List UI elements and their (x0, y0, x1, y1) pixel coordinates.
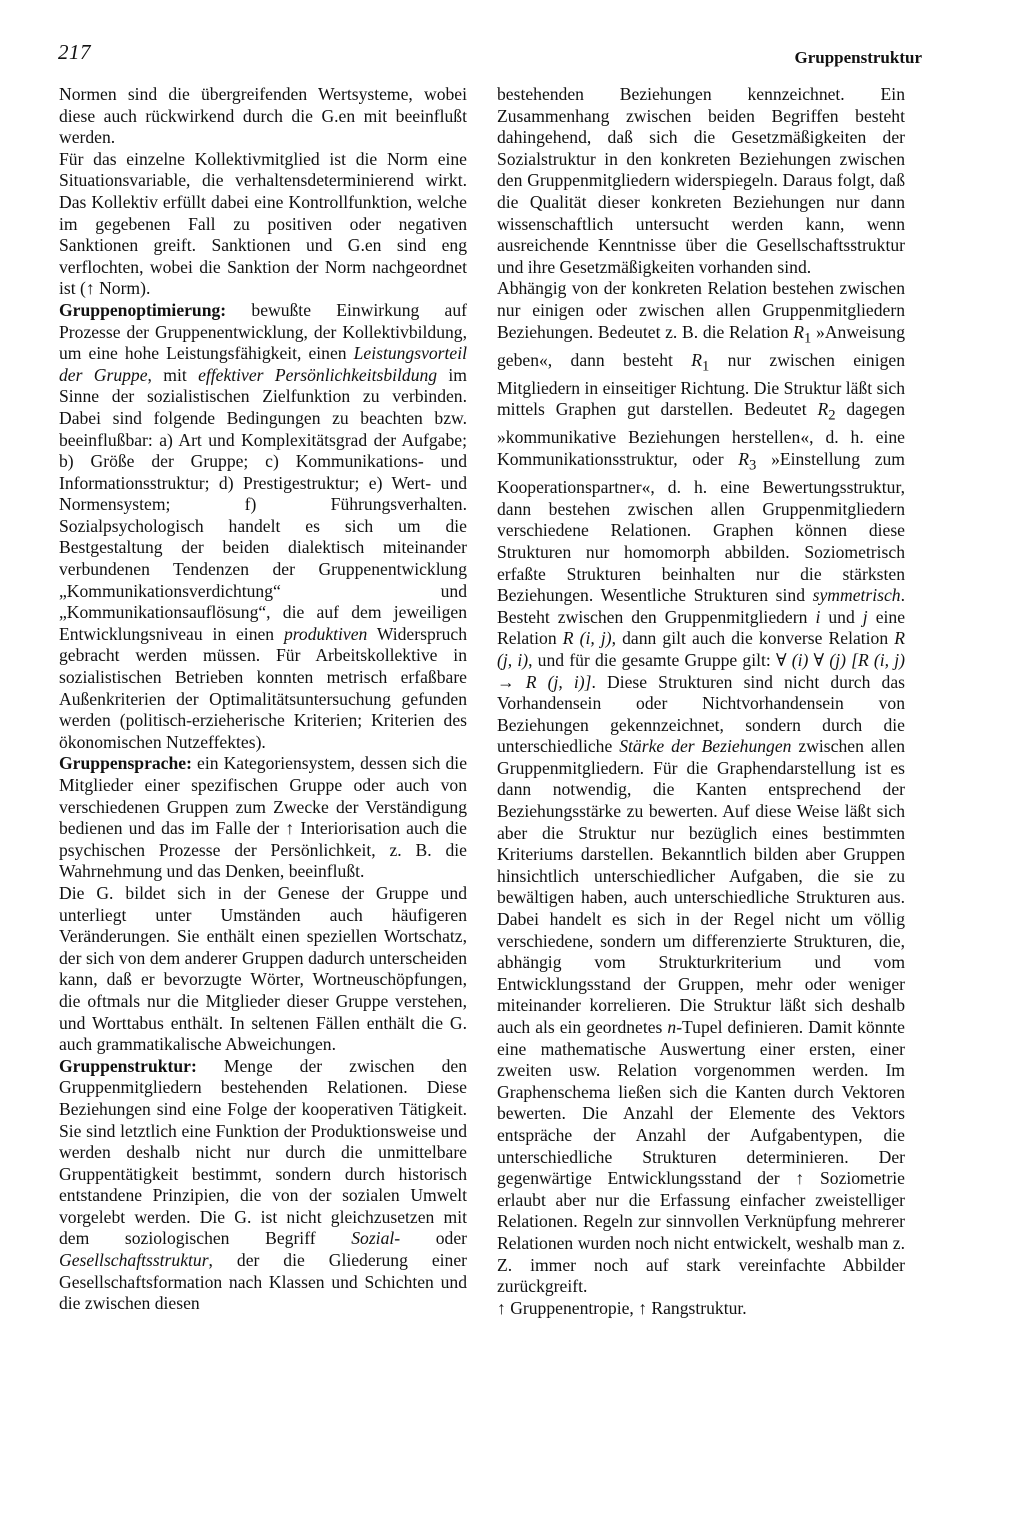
entry-text: -Tupel definieren. Damit könnte eine mathematische Auswertung einer ersten, einer zweiten usw. Relation vorgenommen werden. Im Graphenschema ließen sich die Kanten durch Vektoren bewerten. Die Anzahl der Elemente des Vektors entspräche der Anzahl der Aufgabentypen, die unterschiedliche Strukturen determinieren. Der gegenwärtige Entwicklungsstand der ↑ Soziometrie erlaubt aber nur die Erfassung einfacher zweistelliger Relationen. Regeln zur sinnvollen Verknüpfung mehrerer Relationen wurden noch nicht entwickelt, weshalb man z. Z. immer noch auf stark vereinfachte Abbilder zurückgreift. (497, 1017, 905, 1297)
entry-text: bewußte Einwirkung auf Prozesse der Gruppenentwicklung, der Kollektivbildung, um eine hohe Leistungsfähigkeit, einen (59, 299, 467, 364)
page-number: 217 (58, 40, 91, 64)
entry-text: Widerspruch gebracht werden müssen. Für Arbeitskollektive in sozialistischen Betrieben konnten metrisch erfaßbare Außenkriterien der Optimalitätsuntersuchung gefunden werden (politisch-erzieherische Kriterien; Kriterien des ökonomischen Nutzeffektes). (59, 623, 467, 752)
entry-text: im Sinne der sozialistischen Zielfunktion zu verbinden. Dabei sind folgende Bedingungen zu beachten bzw. beeinflußbar: a) Art und Komplexitätsgrad der Aufgabe; b) Größe der Gruppe; c) Kommunikations- und Informationsstruktur; d) Prestigestruktur; e) Wert- und Normensystem; f) Führungsverhalten. Sozialpsychologisch handelt es sich um die Bestgestaltung der beiden dialektisch miteinander verbundenen Tendenzen der Gruppenentwicklung „Kommunikationsverdichtung“ und „Kommunikationsauflösung“, die auf dem jeweiligen Entwicklungsniveau in einen (59, 364, 467, 644)
headword-gruppensprache: Gruppensprache: (59, 753, 192, 774)
relation-symbol: R (738, 449, 750, 470)
headword-gruppenstruktur: Gruppenstruktur: (59, 1055, 197, 1076)
relation-symbol: R (691, 349, 702, 370)
italic-term: Stärke der Beziehungen (619, 736, 792, 757)
entry-text: Abhängig von der konkreten Relation bestehen zwischen nur einigen oder zwischen allen Gruppenmitgliedern Beziehungen. Bedeutet z. B. die Relation (497, 278, 905, 342)
entry-text: Menge der zwischen den Gruppenmitgliedern bestehenden Relationen. Diese Beziehungen sind eine Folge der kooperativen Tätigkeit. Sie sind letztlich eine Funktion der Produktionsweise und werden deshalb nicht nur durch die unmittelbare Gruppentätigkeit bestimmt, sondern durch historisch entstandene Prinzipien, die von der sozialen Umwelt vorgelebt werden. Die G. ist nicht gleichzusetzen mit dem soziologischen Begriff (59, 1055, 467, 1249)
entry-text: oder (400, 1228, 467, 1249)
norm-paragraph-2: Für das einzelne Kollektivmitglied ist die Norm eine Situationsvariable, die verhaltensdeterminierend wirkt. Das Kollektiv erfüllt dabei eine Kontrollfunktion, welche im gegebenen Fall zu positiven oder negativen Sanktionen greift. Sanktionen und G.en sind eng verflochten, wobei die Sanktion der Norm nachgeordnet ist (↑ Norm). (59, 148, 467, 299)
entry-gruppensprache (59, 753, 467, 883)
italic-term: Leistungsvorteil der Gruppe (59, 343, 467, 385)
entry-text: »Anweisung geben«, dann besteht (497, 321, 905, 370)
entry-text: dagegen »kommunikative Beziehungen herstellen«, d. h. eine Kommunikationsstruktur, oder (497, 399, 905, 470)
entry-text: ein Kategoriensystem, dessen sich die Mitglieder einer spezifischen Gruppe oder auch von verschiedenen Gruppen zum Zwecke der Verständigung bedienen und das im Falle der ↑ Interiorisation auch die psychischen Prozesse der Persönlichkeit, z. B. die Wahrnehmung und das Denken, beeinflußt. (59, 753, 467, 882)
entry-text: , und für die gesamte Gruppe gilt: (528, 649, 776, 670)
entry-text: und (820, 606, 863, 627)
italic-term: n (667, 1017, 677, 1037)
entry-text: . Besteht zwischen den Gruppenmitgliedern (497, 585, 905, 627)
formula: ∀ (i) ∀ (j) [R (i, j) → R (j, i)] (497, 649, 906, 692)
right-column (497, 84, 905, 1319)
relation-index: 1 (804, 330, 812, 347)
italic-term: Sozial- (351, 1228, 401, 1249)
italic-term: produktiven (283, 623, 368, 644)
relations-paragraph (497, 278, 905, 1297)
relation-index: 2 (828, 407, 836, 424)
norm-paragraph-1: Normen sind die übergreifenden Wertsysteme, wobei diese auch rückwirkend durch die G.en mit beeinflußt werden. (59, 84, 467, 148)
entry-text: eine Relation (497, 606, 906, 649)
italic-term: i (815, 606, 821, 627)
relation-index: 3 (749, 457, 757, 474)
italic-term: effektiver Persönlichkeitsbildung (198, 364, 438, 385)
entry-text: zwischen allen Gruppenmitgliedern. Für die Graphendarstellung ist es dann notwendig, die Kanten entsprechend der Beziehungsstärke zu bewerten. Auf diese Weise läßt sich aber die Struktur nur bezüglich eines bestimmten Kriteriums darstellen. Bekanntlich bilden aber Gruppen hinsichtlich unterschiedlicher Aufgaben, die sie zu bewältigen haben, auch unterschiedliche Strukturen aus. Dabei handelt es sich in der Regel nicht um völlig verschiedene, sondern um differenzierte Strukturen, die, abhängig vom Strukturkriterium und vom Entwicklungsstand der Gruppen, mehr oder weniger miteinander korrelieren. Die Struktur läßt sich deshalb auch als ein geordnetes (497, 736, 906, 1037)
entry-gruppenstruktur (59, 1056, 467, 1315)
entry-gruppenoptimierung (59, 300, 467, 753)
entry-text: »Einstellung zum Kooperationspartner«, d. h. eine Bewertungsstruktur, dann bestehen zwischen allen Gruppenmitgliedern verschiedene Relationen. Graphen können diese Strukturen nur homomorph abbilden. Soziometrisch erfaßte Strukturen beinhalten nur die stärksten Beziehungen. Wesentliche Strukturen sind (497, 449, 905, 606)
italic-term: symmetrisch (812, 585, 901, 606)
italic-term: j (862, 606, 868, 627)
gruppenstruktur-continuation: bestehenden Beziehungen kennzeichnet. Ein Zusammenhang zwischen beiden Begriffen besteht dahingehend, daß sich die Gesetzmäßigkeiten der Sozialstruktur in den konkreten Beziehungen zwischen den Gruppenmitgliedern widerspiegeln. Daraus folgt, daß die Qualität dieser konkreten Beziehungen nur dann wissenschaftlich untersucht werden kann, wenn ausreichende Kenntnisse über die Gesellschaftsstruktur und ihre Gesetzmäßigkeiten vorhanden sind. (497, 84, 905, 277)
italic-term: R (j, i) (497, 628, 905, 670)
gruppensprache-paragraph-2: Die G. bildet sich in der Genese der Gruppe und unterliegt unter Umständen auch häufigeren Veränderungen. Sie enthält einen speziellen Wortschatz, der sich von dem anderer Gruppen dadurch unterscheiden kann, daß er bevorzugte Wörter, Wortneuschöpfungen, die oftmals nur die Mitglieder dieser Gruppe verstehen, und Worttabus enthält. In seltenen Fällen enthält die G. auch grammatikalische Abweichungen. (59, 882, 467, 1055)
cross-reference: ↑ Gruppenentropie, ↑ Rangstruktur. (497, 1297, 747, 1318)
entry-text: . Diese Strukturen sind nicht durch das Vorhandensein oder Nichtvorhandensein von Beziehungen gekennzeichnet, sondern durch die unterschiedliche (497, 671, 905, 757)
relation-symbol: R (793, 321, 805, 342)
entry-text: , dann gilt auch die konverse Relation (611, 628, 895, 649)
entry-text: nur zwischen einigen Mitgliedern in einseitiger Richtung. Die Struktur läßt sich mittels Graphen gut darstellen. Bedeutet (497, 349, 905, 420)
italic-term: R (i, j) (562, 628, 612, 649)
headword-gruppenoptimierung: Gruppenoptimierung: (59, 299, 227, 320)
relation-symbol: R (817, 399, 829, 420)
italic-term: Gesellschaftsstruktur (59, 1250, 209, 1271)
left-column (59, 84, 467, 1315)
entry-text: , mit (147, 364, 199, 385)
entry-text: , der die Gliederung einer Gesellschaftsformation nach Klassen und Schichten und die zwischen diesen (59, 1250, 467, 1314)
running-head: Gruppenstruktur (794, 48, 922, 67)
relation-index: 1 (701, 358, 710, 375)
